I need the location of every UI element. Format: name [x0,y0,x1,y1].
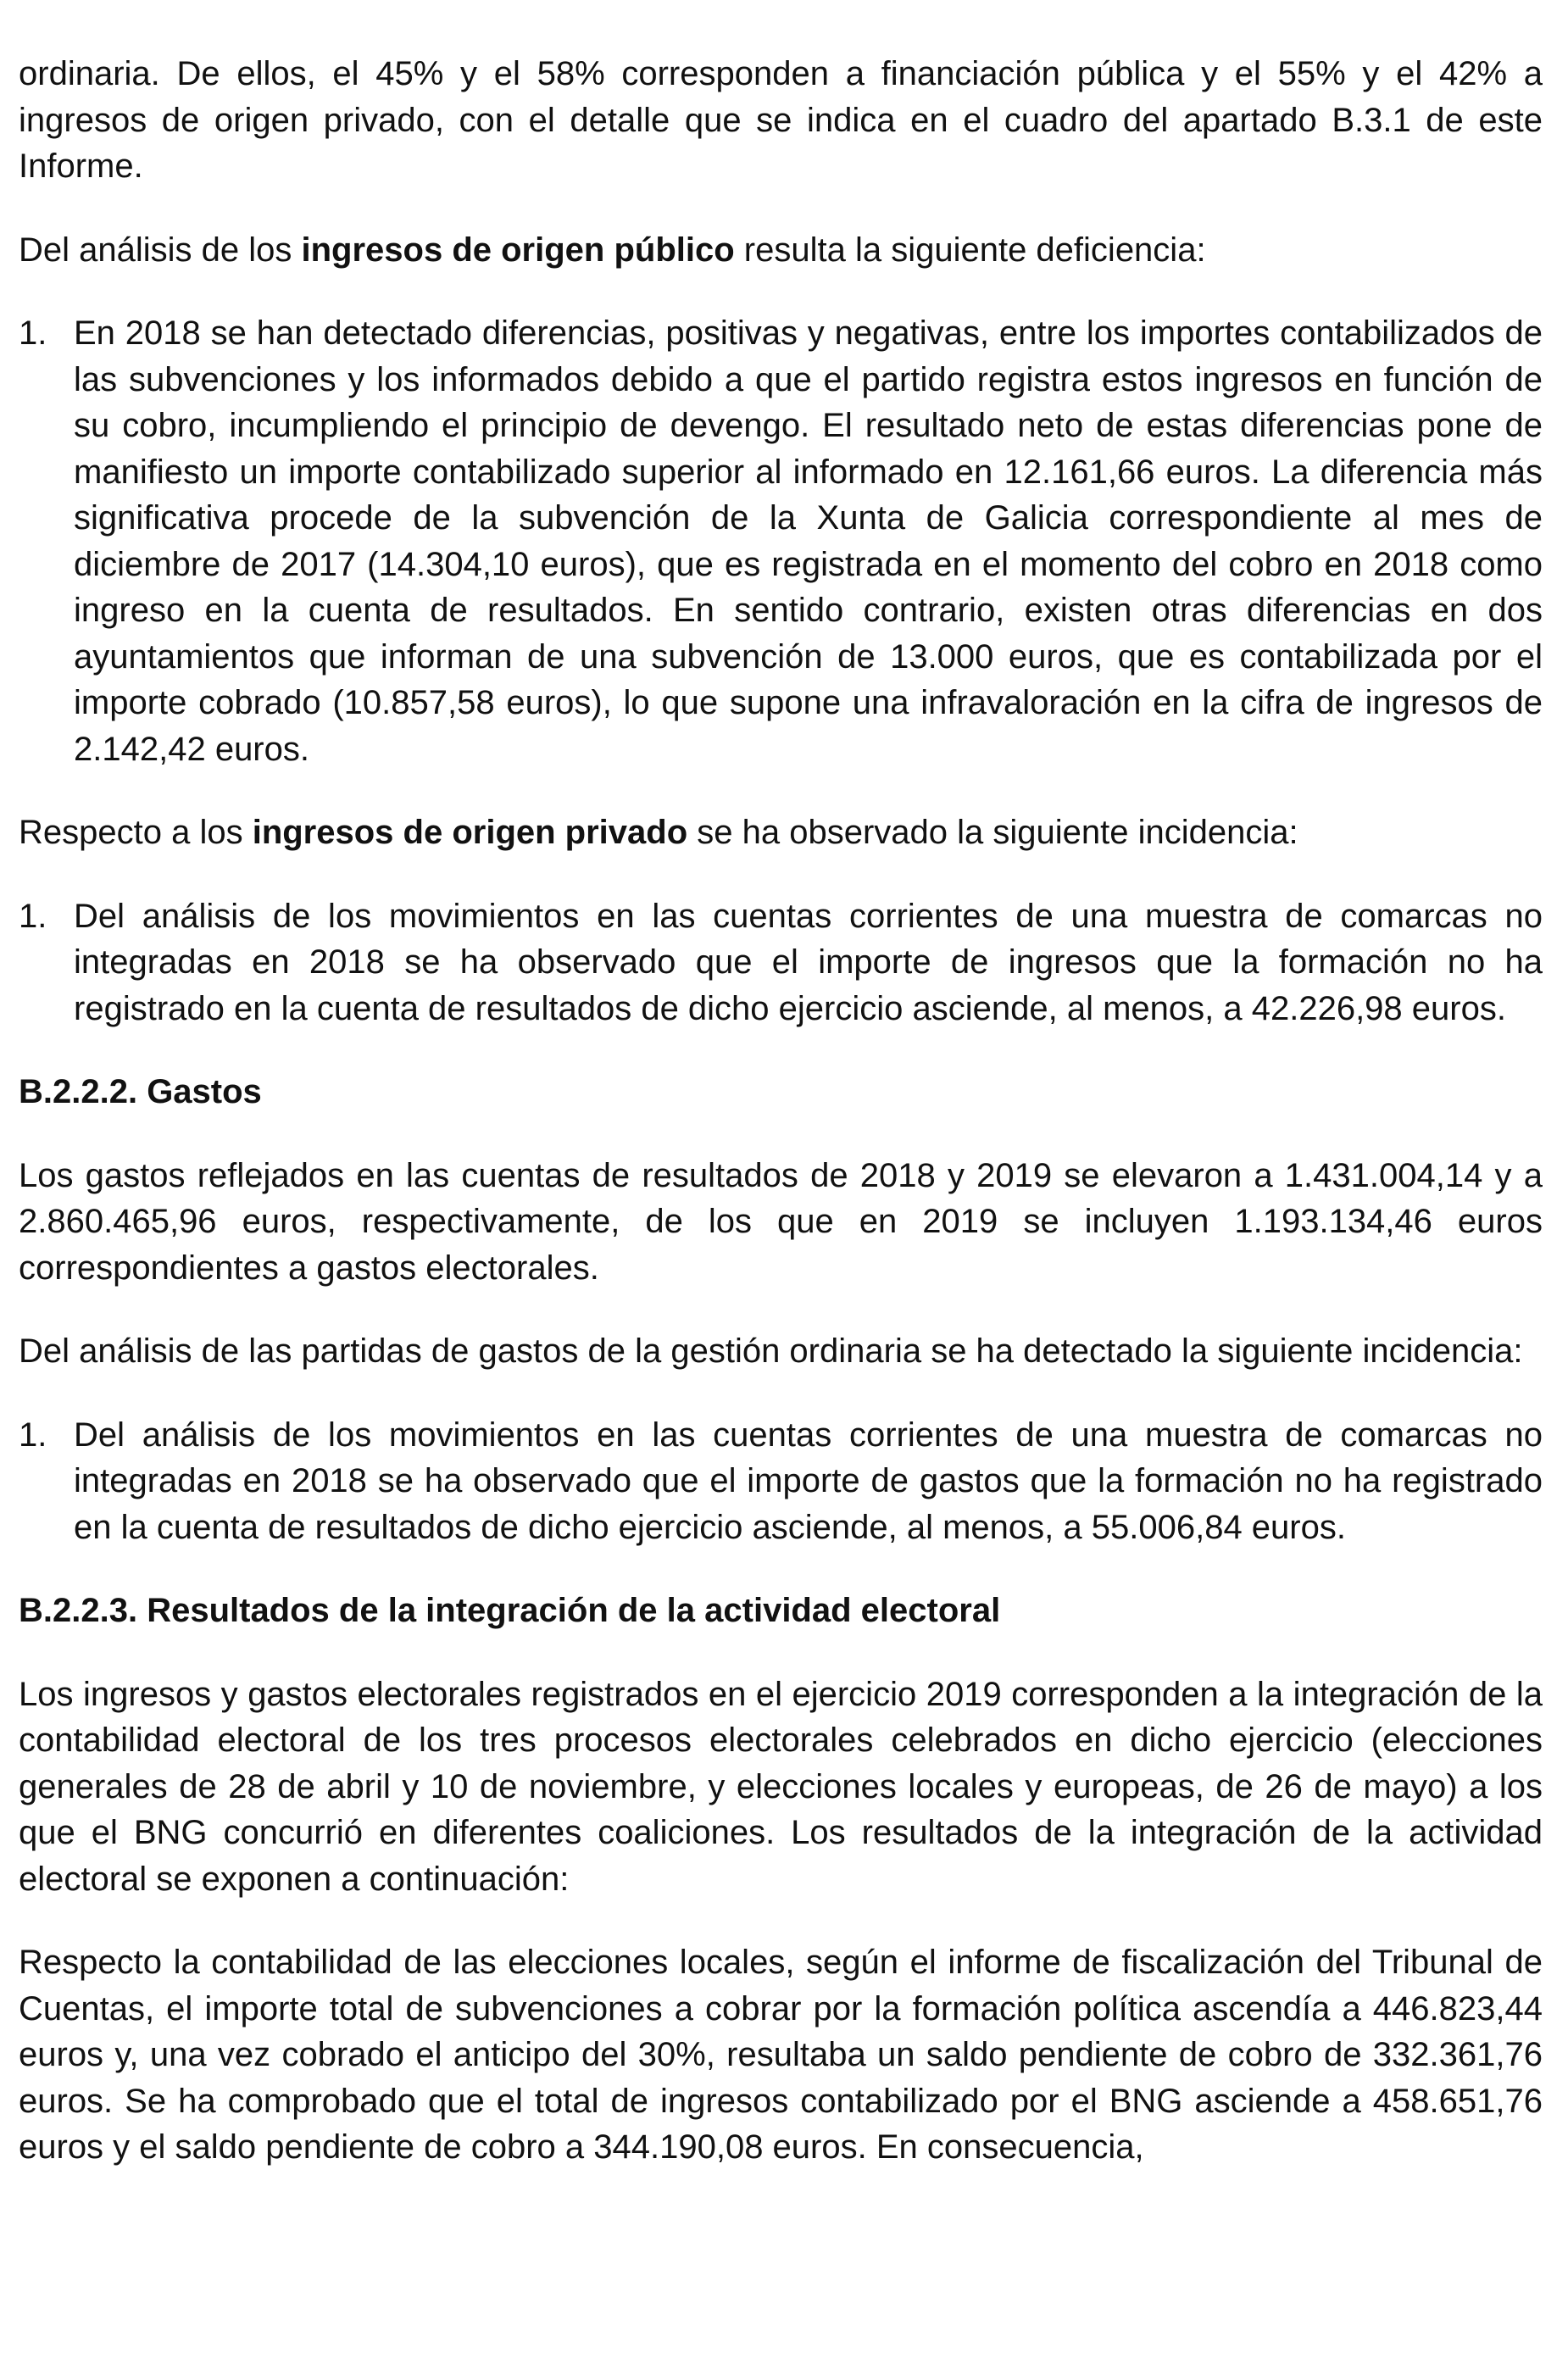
list-number: 1. [19,897,47,935]
paragraph-intro: ordinaria. De ellos, el 45% y el 58% corresponden a financiación pública y el 55% y el 42% a ingresos de origen privado, con el detalle que se indica en el cuadro del apartado B.3.1 de este Informe. [19,55,1543,185]
paragraph-gastos-incidencia: Del análisis de las partidas de gastos de la gestión ordinaria se ha detectado la siguiente incidencia: [19,1332,1523,1370]
section-heading-gastos: B.2.2.2. Gastos [19,1073,262,1110]
list-item-text: Del análisis de los movimientos en las cuentas corrientes de una muestra de comarcas no integradas en 2018 se ha observado que el importe de gastos que la formación no ha registrado en la cuenta de resultados de dicho ejercicio asciende, al menos, a 55.006,84 euros. [74,1416,1543,1546]
section-heading-electoral: B.2.2.3. Resultados de la integración de la actividad electoral [19,1592,1001,1629]
list-item-text: En 2018 se han detectado diferencias, positivas y negativas, entre los importes contabilizados de las subvenciones y los informados debido a que el partido registra estos ingresos en función de su cobro, incumpliendo el principio de devengo. El resultado neto de estas diferencias pone de manifiesto un importe contabilizado superior al informado en 12.161,66 euros. La diferencia más significativa procede de la subvención de la Xunta de Galicia correspondiente al mes de diciembre de 2017 (14.304,10 euros), que es registrada en el momento del cobro en 2018 como ingreso en la cuenta de resultados. En sentido contrario, existen otras diferencias en dos ayuntamientos que informan de una subvención de 13.000 euros, que es contabilizada por el importe cobrado (10.857,58 euros), lo que supone una infravaloración en la cifra de ingresos de 2.142,42 euros. [74,314,1543,768]
list-item-gastos [19,1412,1543,1551]
paragraph-private-income-intro: Respecto a los ingresos de origen privado se ha observado la siguiente incidencia: [19,814,1298,851]
list-number: 1. [19,1416,47,1454]
list-item-text: Del análisis de los movimientos en las cuentas corrientes de una muestra de comarcas no integradas en 2018 se ha observado que el importe de ingresos que la formación no ha registrado en la cuenta de resultados de dicho ejercicio asciende, al menos, a 42.226,98 euros. [74,897,1543,1027]
paragraph-public-income-intro: Del análisis de los ingresos de origen público resulta la siguiente deficiencia: [19,231,1206,269]
document-page [19,0,1543,2171]
list-item-public-income [19,310,1543,772]
list-item-private-income [19,893,1543,1032]
bold-public-income: ingresos de origen público [301,231,735,269]
paragraph-gastos: Los gastos reflejados en las cuentas de resultados de 2018 y 2019 se elevaron a 1.431.004,14 y a 2.860.465,96 euros, respectivamente, de los que en 2019 se incluyen 1.193.134,46 euros correspondientes a gastos electorales. [19,1156,1543,1287]
bold-private-income: ingresos de origen privado [252,814,688,851]
list-number: 1. [19,314,47,352]
paragraph-elecciones-locales: Respecto la contabilidad de las elecciones locales, según el informe de fiscalización del Tribunal de Cuentas, el importe total de subvenciones a cobrar por la formación política ascendía a 446.823,44 euros y, una vez cobrado el anticipo del 30%, resultaba un saldo pendiente de cobro de 332.361,76 euros. Se ha comprobado que el total de ingresos contabilizado por el BNG asciende a 458.651,76 euros y el saldo pendiente de cobro a 344.190,08 euros. En consecuencia, [19,1944,1543,2166]
paragraph-electoral: Los ingresos y gastos electorales registrados en el ejercicio 2019 corresponden a la integración de la contabilidad electoral de los tres procesos electorales celebrados en dicho ejercicio (elecciones generales de 28 de abril y 10 de noviembre, y elecciones locales y europeas, de 26 de mayo) a los que el BNG concurrió en diferentes coaliciones. Los resultados de la integración de la actividad electoral se exponen a continuación: [19,1675,1543,1898]
